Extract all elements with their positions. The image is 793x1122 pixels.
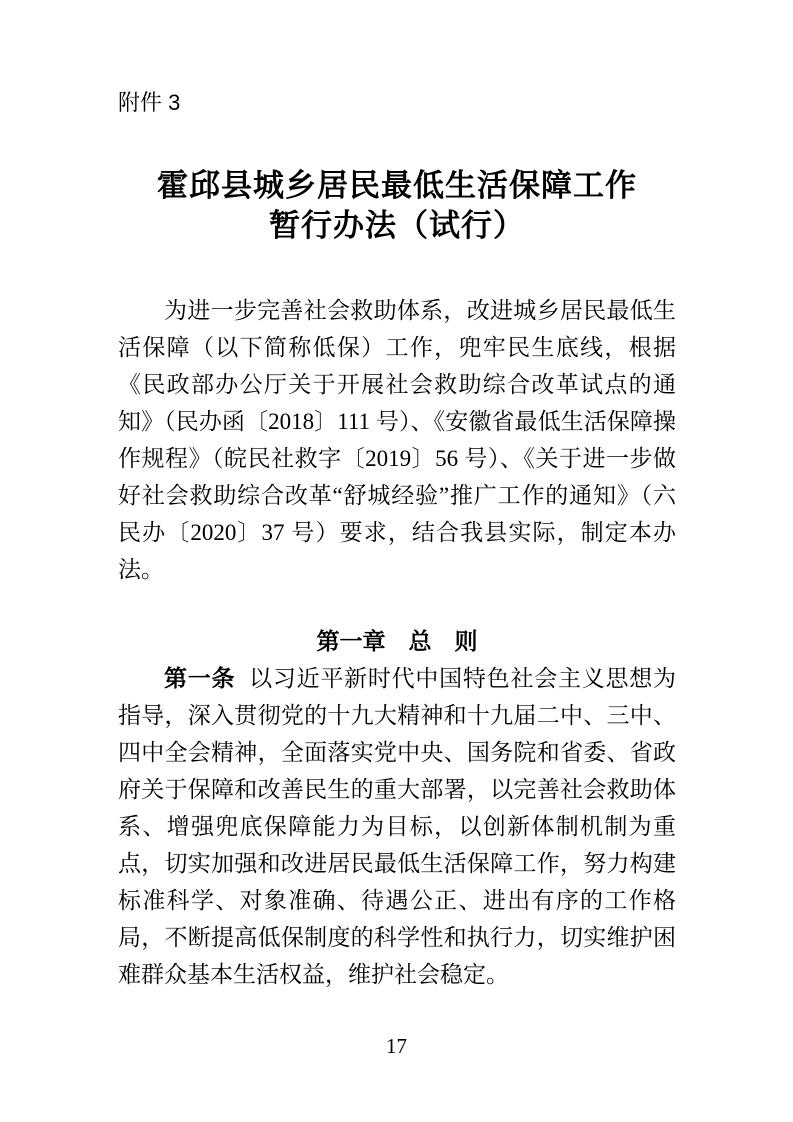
attachment-label: 附件 3: [118, 90, 181, 115]
page-number: 17: [386, 1034, 407, 1058]
article-1-text: 以习近平新时代中国特色社会主义思想为指导，深入贯彻党的十九大精神和十九届二中、三中、四中全会精神，全面落实党中央、国务院和省委、省政府关于保障和改善民生的重大部署，以完善社会救助体系、增强兜底保障能力为目标，以创新体制机制为重点，切实加强和改进居民最低生活保障工作，努力构建标准科学、对象准确、待遇公正、进出有序的工作格局，不断提高低保制度的科学性和执行力，切实维护困难群众基本生活权益，维护社会稳定。: [118, 666, 677, 987]
article-1-paragraph: [118, 660, 676, 993]
article-1-label: 第一条: [164, 666, 236, 691]
document-title-line-1: 霍邱县城乡居民最低生活保障工作: [157, 168, 637, 203]
chapter-1-heading: 第一章 总 则: [316, 629, 478, 654]
intro-paragraph: 为进一步完善社会救助体系，改进城乡居民最低生活保障（以下简称低保）工作，兜牢民生底线，根据《民政部办公厅关于开展社会救助综合改革试点的通知》（民办函〔2018〕111 号）、《安徽省最低生活保障操作规程》（皖民社救字〔2019〕56 号）、《关于进一步做好社会救助综合改革“舒城经验”推广工作的通知》（六民办〔2020〕37 号）要求，结合我县实际，制定本办法。: [118, 298, 676, 582]
document-title: [118, 166, 676, 246]
document-title-line-2: 暂行办法（试行）: [269, 208, 525, 243]
